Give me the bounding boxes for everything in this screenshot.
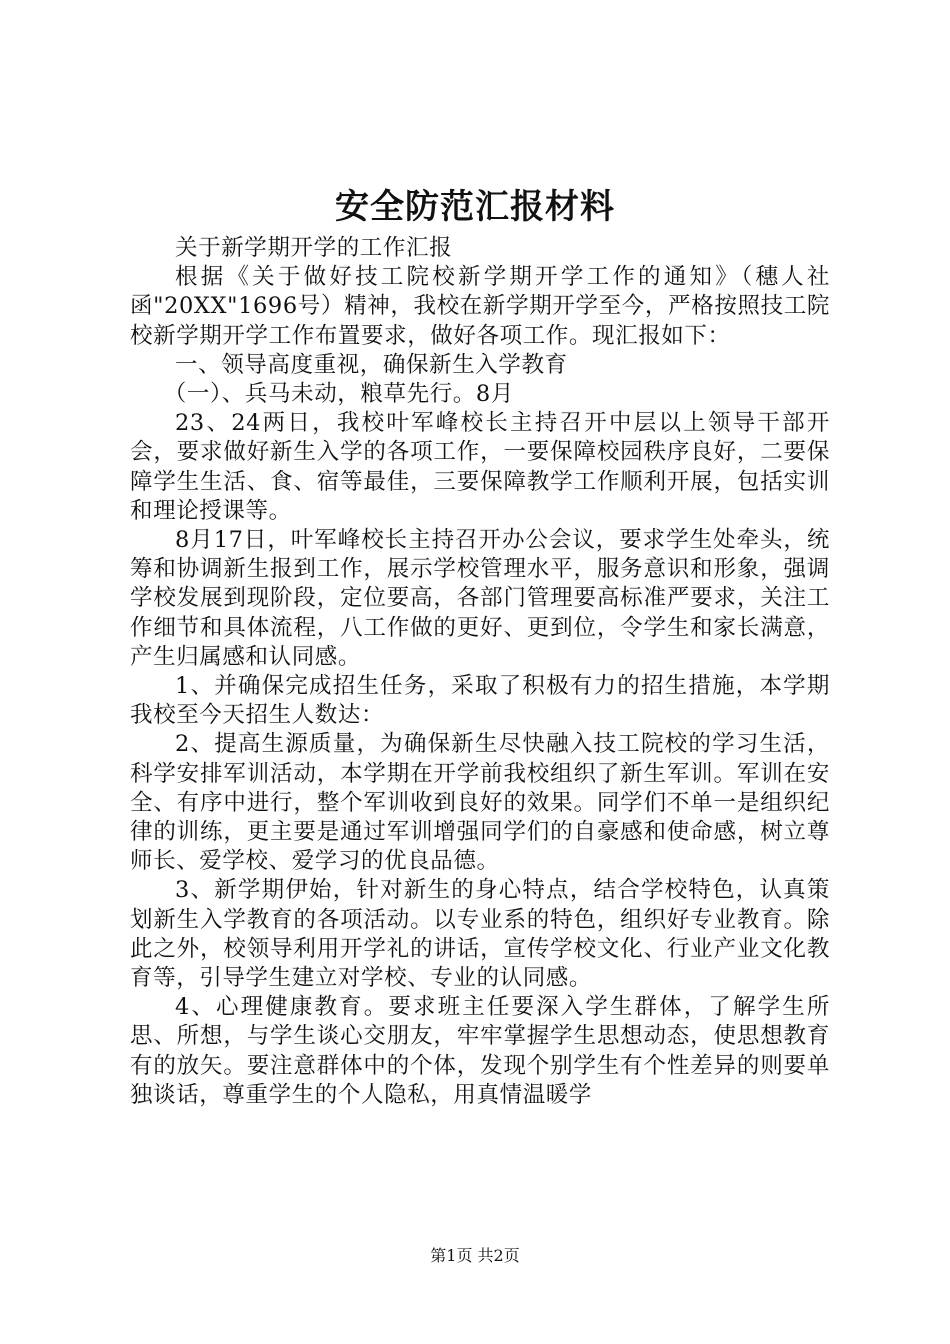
- document-title: 安全防范汇报材料: [335, 187, 615, 227]
- paragraph-meeting-aug-17: 8月17日，叶军峰校长主持召开办公会议，要求学生处牵头，统筹和协调新生报到工作，展示学校管理水平，服务意识和形象，强调学校发展到现阶段，定位要高，各部门管理要高标准严要求，关注工作细节和具体流程，八工作做的更好、更到位，令学生和家长满意，产生归属感和认同感。: [130, 527, 830, 670]
- paragraph-item-2: 2、提高生源质量，为确保新生尽快融入技工院校的学习生活，科学安排军训活动，本学期在开学前我校组织了新生军训。军训在安全、有序中进行，整个军训收到良好的效果。同学们不单一是组织纪律的训练，更主要是通过军训增强同学们的自豪感和使命感，树立尊师长、爱学校、爱学习的优良品德。: [130, 731, 830, 875]
- page-footer: 第1页 共2页: [430, 1246, 520, 1265]
- paragraph-intro: 根据《关于做好技工院校新学期开学工作的通知》（穗人社函"20XX"1696号）精神，我校在新学期开学至今，严格按照技工院校新学期开学工作布置要求，做好各项工作。现汇报如下：: [130, 264, 830, 349]
- paragraph-meeting-23-24: 23、24两日，我校叶军峰校长主持召开中层以上领导干部开会，要求做好新生入学的各项工作，一要保障校园秩序良好，二要保障学生生活、食、宿等最佳，三要保障教学工作顺利开展，包括实训和理论授课等。: [130, 410, 830, 524]
- paragraph-item-3: 3、新学期伊始，针对新生的身心特点，结合学校特色，认真策划新生入学教育的各项活动。以专业系的特色，组织好专业教育。除此之外，校领导利用开学礼的讲话，宣传学校文化、行业产业文化教育等，引导学生建立对学校、专业的认同感。: [130, 877, 830, 992]
- paragraph-item-4: 4、心理健康教育。要求班主任要深入学生群体，了解学生所思、所想，与学生谈心交朋友，牢牢掌握学生思想动态，使思想教育有的放矢。要注意群体中的个体，发现个别学生有个性差异的则要单独谈话，尊重学生的个人隐私，用真情温暖学: [130, 994, 830, 1108]
- document-body: [130, 234, 830, 1110]
- paragraph-subsection-heading: （一）、兵马未动，粮草先行。8月: [163, 381, 514, 408]
- paragraph-section-heading: 一、领导高度重视，确保新生入学教育: [175, 351, 568, 378]
- paragraph-subtitle: 关于新学期开学的工作汇报: [175, 235, 453, 261]
- paragraph-item-1: 1、并确保完成招生任务，采取了积极有力的招生措施，本学期我校至今天招生人数达：: [130, 673, 830, 729]
